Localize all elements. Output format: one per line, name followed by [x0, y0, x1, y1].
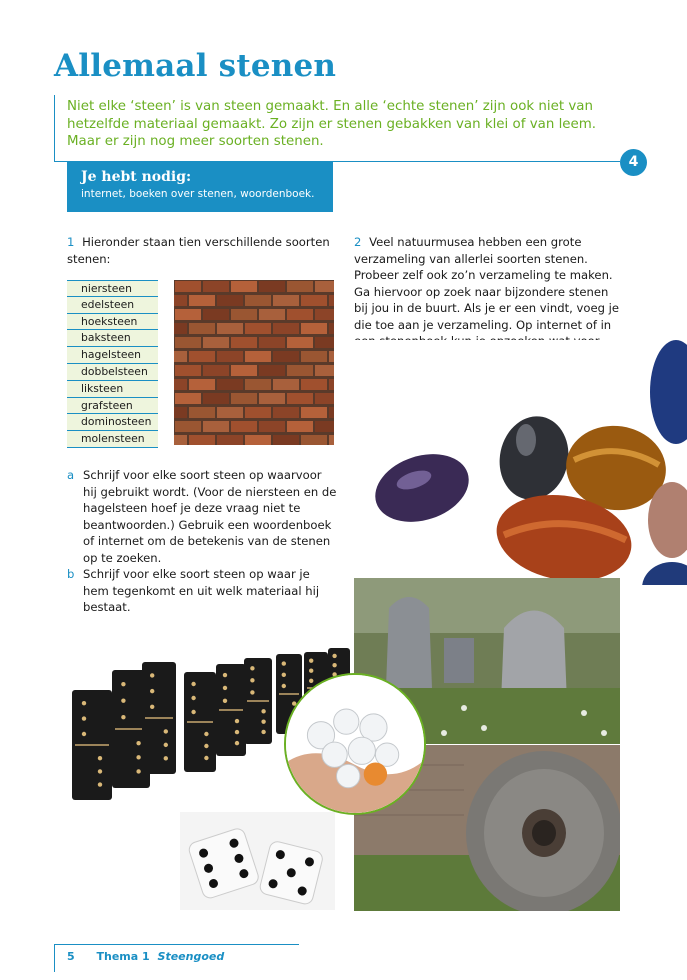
stone-type-list: [67, 280, 158, 448]
list-item: baksteen: [67, 330, 158, 347]
footer-rule-horizontal: [54, 944, 299, 945]
list-item: liksteen: [67, 381, 158, 398]
list-item: edelsteen: [67, 297, 158, 314]
sub-question-b-letter: b: [67, 567, 75, 581]
page-title: Allemaal stenen: [54, 48, 337, 84]
list-item: molensteen: [67, 431, 158, 448]
theme-name: Steengoed: [157, 950, 225, 963]
sub-question-a: [67, 467, 337, 566]
page-number: 5: [67, 950, 75, 963]
list-item: dominosteen: [67, 414, 158, 431]
intro-rule-vertical: [54, 95, 55, 162]
page-footer: [67, 950, 224, 963]
chapter-badge: 4: [620, 149, 647, 176]
materials-box: [67, 162, 333, 212]
list-item: grafsteen: [67, 398, 158, 415]
brick-wall-photo: [174, 280, 334, 445]
materials-text: internet, boeken over stenen, woordenboek.: [81, 188, 315, 200]
list-item: hoeksteen: [67, 314, 158, 331]
list-item: hagelsteen: [67, 347, 158, 364]
intro-text: Niet elke ‘steen’ is van steen gemaakt. En alle ‘echte stenen’ zijn ook niet van hetzelfde materiaal gemaakt. Zo zijn er stenen gebakken van klei of van leem. Maar er zijn nog meer soorten stenen.: [67, 99, 597, 149]
footer-rule-vertical: [54, 944, 55, 972]
list-item: niersteen: [67, 280, 158, 297]
sub-question-b-text: Schrijf voor elke soort steen op waar je hem tegenkomt en uit welk materiaal hij bestaat.: [83, 567, 320, 614]
materials-title: Je hebt nodig:: [81, 169, 192, 185]
question-2-number: 2: [354, 235, 362, 249]
question-2-text: Veel natuurmusea hebben een grote verzameling van allerlei soorten stenen. Probeer zelf ook zo’n verzameling te maken. Ga hiervoor op zoek naar bijzondere stenen bij jou in de buurt. Als je er een vindt, voeg je die toe aan je verzameling. Op internet of in: [354, 235, 619, 332]
list-item: dobbelsteen: [67, 364, 158, 381]
question-1-number: 1: [67, 235, 75, 249]
sub-question-b: [67, 566, 337, 616]
sub-question-a-letter: a: [67, 468, 75, 482]
question-1-text: Hieronder staan tien verschillende soorten stenen:: [67, 235, 330, 266]
theme-label: Thema 1: [96, 950, 150, 963]
dice-photo: [180, 812, 335, 910]
question-1: [67, 234, 337, 267]
hailstones-photo: [284, 673, 426, 815]
gemstones-photo: [354, 340, 687, 585]
sub-question-a-text: Schrijf voor elke soort steen op waarvoor hij gebruikt wordt. (Voor de niersteen en de hagelsteen hoef je deze vraag niet te beantwoorden.) Gebruik een woordenboek of internet om de betekenis van de stenen op te zoeken.: [83, 468, 337, 565]
